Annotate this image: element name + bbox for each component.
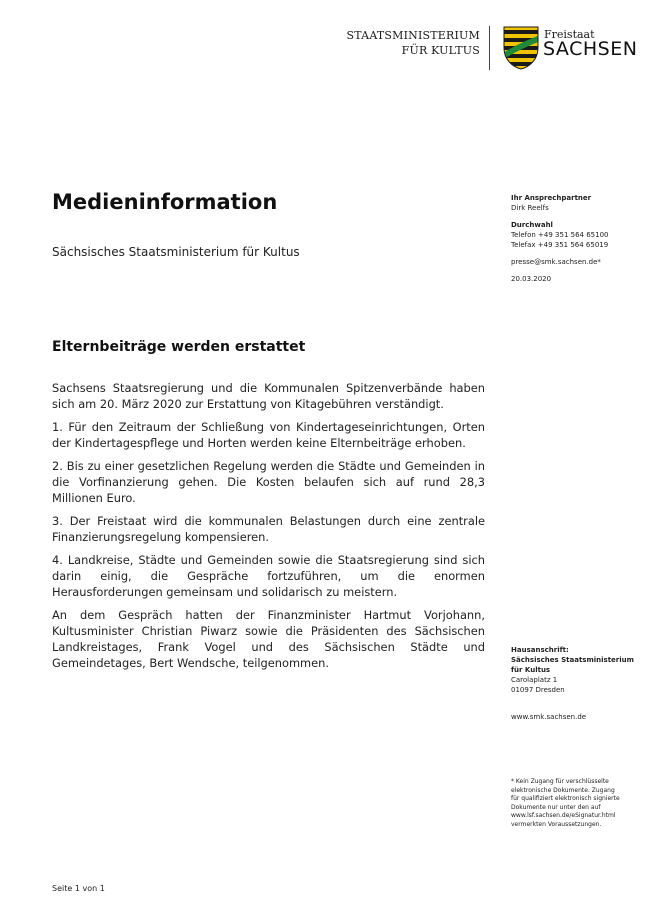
address-street: Carolaplatz 1 — [511, 676, 558, 684]
header-divider — [489, 26, 490, 70]
encryption-note — [511, 778, 641, 829]
phone-number: Telefon +49 351 564 65100 — [511, 231, 609, 239]
press-headline: Elternbeiträge werden erstattet — [52, 339, 306, 355]
note-line: elektronische Dokumente. Zugang — [511, 786, 615, 794]
contact-name: Dirk Reelfs — [511, 204, 549, 212]
paragraph-point-3: 3. Der Freistaat wird die kommunalen Belastungen durch eine zentrale Finanzierungsregelung kompensieren. — [52, 514, 485, 544]
document-subtitle: Sächsisches Staatsministerium für Kultus — [52, 245, 300, 259]
logo-sachsen-text: SACHSEN — [543, 38, 638, 60]
note-line: vermerkten Voraussetzungen. — [511, 820, 602, 828]
website-link[interactable]: www.smk.sachsen.de — [511, 713, 587, 721]
saxony-coat-of-arms-icon — [503, 26, 539, 70]
address-city: 01097 Dresden — [511, 686, 565, 694]
page-number: Seite 1 von 1 — [52, 884, 105, 893]
paragraph-point-1: 1. Für den Zeitraum der Schließung von Kindertageseinrichtungen, Orten der Kindertagespflege und Horten werden keine Elternbeiträge erhoben. — [52, 420, 485, 450]
paragraph-point-2: 2. Bis zu einer gesetzlichen Regelung werden die Städte und Gemeinden in die Vorfinanzierung gehen. Die Kosten belaufen sich auf rund 28,3 Millionen Euro. — [52, 459, 485, 505]
ministry-name-line1: STAATSMINISTERIUM — [346, 29, 480, 42]
note-line: für qualifiziert elektronisch signierte — [511, 795, 620, 802]
website-block — [511, 712, 641, 722]
paragraph-point-4: 4. Landkreise, Städte und Gemeinden sowie die Staatsregierung sind sich darin einig, die Gespräche fortzuführen, um die enormen Herausforderungen gemeinsam und solidarisch zu meistern. — [52, 553, 485, 599]
note-line: Dokumente nur unter den auf — [511, 803, 601, 811]
logo-freistaat-text: Freistaat — [544, 28, 595, 41]
paragraph-participants: An dem Gespräch hatten der Finanzminister Hartmut Vorjohann, Kultusminister Christian Piwarz sowie die Präsidenten des Sächsischen Landkreistages, Frank Vogel und des Sächsischen Städte und Gemeindetages, Bert Wendsche, teilgenommen. — [52, 608, 485, 670]
contact-block — [511, 193, 641, 291]
ministry-name — [347, 28, 480, 58]
fax-number: Telefax +49 351 564 65019 — [511, 241, 609, 249]
contact-label: Ihr Ansprechpartner — [511, 194, 592, 202]
press-body — [52, 380, 485, 678]
paragraph-intro: Sachsens Staatsregierung und die Kommunalen Spitzenverbände haben sich am 20. März 2020 zur Erstattung von Kitagebühren verständigt. — [52, 381, 485, 411]
coat-stripe — [503, 30, 539, 34]
address-org-line1: Sächsisches Staatsministerium — [511, 656, 634, 664]
address-label: Hausanschrift: — [511, 646, 569, 654]
note-link[interactable]: www.lsf.sachsen.de/eSignatur.html — [511, 812, 616, 819]
coat-stripe — [503, 62, 539, 66]
document-date: 20.03.2020 — [511, 275, 552, 283]
address-block — [511, 645, 641, 702]
direct-dial-label: Durchwahl — [511, 221, 553, 229]
email-link[interactable]: presse@smk.sachsen.de* — [511, 258, 601, 266]
document-title: Medieninformation — [52, 190, 278, 214]
ministry-name-line2: FÜR KULTUS — [401, 44, 480, 57]
note-line: * Kein Zugang für verschlüsselte — [511, 778, 609, 785]
address-org-line2: für Kultus — [511, 666, 551, 674]
